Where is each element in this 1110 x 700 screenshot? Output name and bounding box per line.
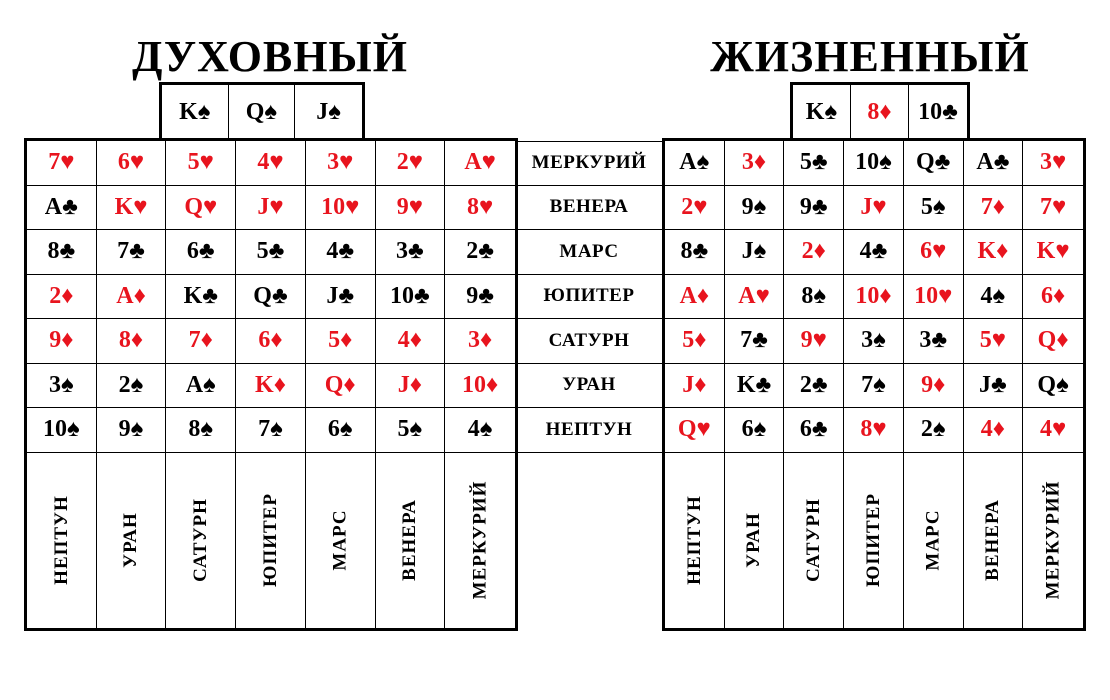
life-grid [662,138,1086,631]
card-cell: J♥ [844,186,904,231]
card-cell: 2♣ [784,364,844,409]
planet-name: ЮПИТЕР [259,493,281,588]
planet-label-vertical [236,453,306,629]
card-cell: 9♠ [97,408,167,453]
card-cell: 2♠ [97,364,167,409]
card-cell: 4♦ [376,319,446,364]
card-cell: J♣ [306,275,376,320]
planet-name: САТУРН [802,498,824,583]
card-cell: 6♣ [784,408,844,453]
card-cell: 9♦ [904,364,964,409]
planet-name: ВЕНЕРА [398,499,420,582]
card-cell: 9♥ [376,186,446,231]
top-card-cell: Q♠ [229,85,296,140]
planet-label-vertical [97,453,167,629]
card-cell: 10♥ [306,186,376,231]
card-cell: 4♥ [236,141,306,186]
card-cell: 3♠ [844,319,904,364]
card-cell: 10♣ [376,275,446,320]
card-cell: K♣ [166,275,236,320]
planet-row-label: УРАН [516,364,663,409]
card-cell: 2♠ [904,408,964,453]
card-cell: 6♠ [725,408,785,453]
card-cell: 7♣ [725,319,785,364]
card-cell: 4♥ [1023,408,1083,453]
card-cell: 4♣ [844,230,904,275]
planet-label-vertical [376,453,446,629]
card-cell: 5♣ [236,230,306,275]
card-cell: A♥ [725,275,785,320]
card-cell: 8♦ [97,319,167,364]
card-cell: 8♣ [27,230,97,275]
card-cell: 5♠ [904,186,964,231]
card-cell: J♥ [236,186,306,231]
card-cell: 8♥ [445,186,515,231]
card-cell: 5♦ [306,319,376,364]
planet-label-vertical [1023,453,1083,629]
card-cell: 6♠ [306,408,376,453]
card-cell: 3♥ [1023,141,1083,186]
planet-name: МЕРКУРИЙ [1042,480,1064,600]
card-cell: Q♣ [904,141,964,186]
card-cell: 7♠ [236,408,306,453]
planet-label-vertical [306,453,376,629]
card-cell: 3♥ [306,141,376,186]
card-cell: Q♣ [236,275,306,320]
planet-label-vertical [784,453,844,629]
card-cell: 10♠ [844,141,904,186]
card-cell: 2♥ [665,186,725,231]
spiritual-title: ДУХОВНЫЙ [132,32,408,81]
planet-label-vertical [964,453,1024,629]
planet-name: ЮПИТЕР [862,493,884,588]
planet-name: МАРС [922,509,944,571]
card-cell: J♦ [376,364,446,409]
card-cell: 2♦ [27,275,97,320]
planet-label-vertical [665,453,725,629]
planet-name: САТУРН [189,498,211,583]
card-cell: 6♥ [904,230,964,275]
card-cell: 10♥ [904,275,964,320]
card-cell: J♦ [665,364,725,409]
card-cell: 3♣ [904,319,964,364]
card-cell: 7♣ [97,230,167,275]
card-cell: 4♣ [306,230,376,275]
planet-name: УРАН [743,512,765,569]
card-cell: K♦ [236,364,306,409]
planet-row-label: САТУРН [516,319,663,364]
card-cell: K♥ [97,186,167,231]
card-cell: 7♥ [27,141,97,186]
card-cell: A♥ [445,141,515,186]
card-cell: 5♥ [166,141,236,186]
card-cell: 3♦ [725,141,785,186]
card-cell: A♠ [665,141,725,186]
card-cell: 9♥ [784,319,844,364]
card-cell: 9♦ [27,319,97,364]
card-cell: 9♣ [784,186,844,231]
planet-label-vertical [844,453,904,629]
top-card-cell: K♠ [793,85,851,140]
card-cell: K♥ [1023,230,1083,275]
card-cell: 9♠ [725,186,785,231]
card-cell: A♦ [97,275,167,320]
card-cell: 7♦ [964,186,1024,231]
card-cell: J♣ [964,364,1024,409]
planet-label-vertical [166,453,236,629]
card-cell: Q♦ [306,364,376,409]
planet-name: МЕРКУРИЙ [469,480,491,600]
card-cell: K♦ [964,230,1024,275]
life-top-cards [790,82,970,140]
planet-label-vertical [27,453,97,629]
card-cell: 5♣ [784,141,844,186]
card-cell: 8♣ [665,230,725,275]
card-cell: 3♦ [445,319,515,364]
card-cell: Q♥ [166,186,236,231]
card-cell: 7♦ [166,319,236,364]
card-cell: A♠ [166,364,236,409]
planet-name: НЕПТУН [50,495,72,586]
planet-label-vertical [904,453,964,629]
card-cell: 10♦ [445,364,515,409]
card-cell: 3♣ [376,230,446,275]
card-cell: 10♦ [844,275,904,320]
planet-row-label: ВЕНЕРА [516,186,663,231]
planet-name: НЕПТУН [683,495,705,586]
card-cell: A♦ [665,275,725,320]
card-cell: 3♠ [27,364,97,409]
card-cell: A♣ [964,141,1024,186]
planet-row-label: НЕПТУН [516,408,663,453]
card-cell: Q♠ [1023,364,1083,409]
card-cell: A♣ [27,186,97,231]
card-cell: Q♥ [665,408,725,453]
card-cell: 4♠ [964,275,1024,320]
top-card-cell: 10♣ [918,99,958,125]
top-card-cell: J♠ [316,99,342,125]
planet-label-vertical [725,453,785,629]
life-title: ЖИЗНЕННЫЙ [710,32,1030,81]
card-cell: 7♥ [1023,186,1083,231]
card-cell: 8♥ [844,408,904,453]
spiritual-top-cards [159,82,365,140]
top-card-cell: K♠ [162,85,229,140]
planet-row-label: ЮПИТЕР [516,275,663,320]
planet-name: МАРС [329,509,351,571]
card-cell: 7♠ [844,364,904,409]
card-cell: 6♥ [97,141,167,186]
planet-row-label: МАРС [516,230,663,275]
card-cell: 9♣ [445,275,515,320]
card-cell: 6♦ [236,319,306,364]
card-cell: 8♠ [784,275,844,320]
card-cell: Q♦ [1023,319,1083,364]
card-cell: 2♥ [376,141,446,186]
planet-label-vertical [445,453,515,629]
planet-name: УРАН [120,512,142,569]
card-cell: 6♦ [1023,275,1083,320]
spiritual-grid [24,138,518,631]
card-cell: 10♠ [27,408,97,453]
card-cell: 5♥ [964,319,1024,364]
planet-name: ВЕНЕРА [981,499,1003,582]
card-cell: J♠ [725,230,785,275]
card-cell: 2♣ [445,230,515,275]
planet-row-label: МЕРКУРИЙ [516,141,663,186]
card-cell: 4♦ [964,408,1024,453]
card-cell: 8♠ [166,408,236,453]
card-cell: 2♦ [784,230,844,275]
card-cell: K♣ [725,364,785,409]
card-cell: 5♦ [665,319,725,364]
top-card-cell: 8♦ [851,85,909,140]
card-cell: 4♠ [445,408,515,453]
card-cell: 6♣ [166,230,236,275]
card-cell: 5♠ [376,408,446,453]
